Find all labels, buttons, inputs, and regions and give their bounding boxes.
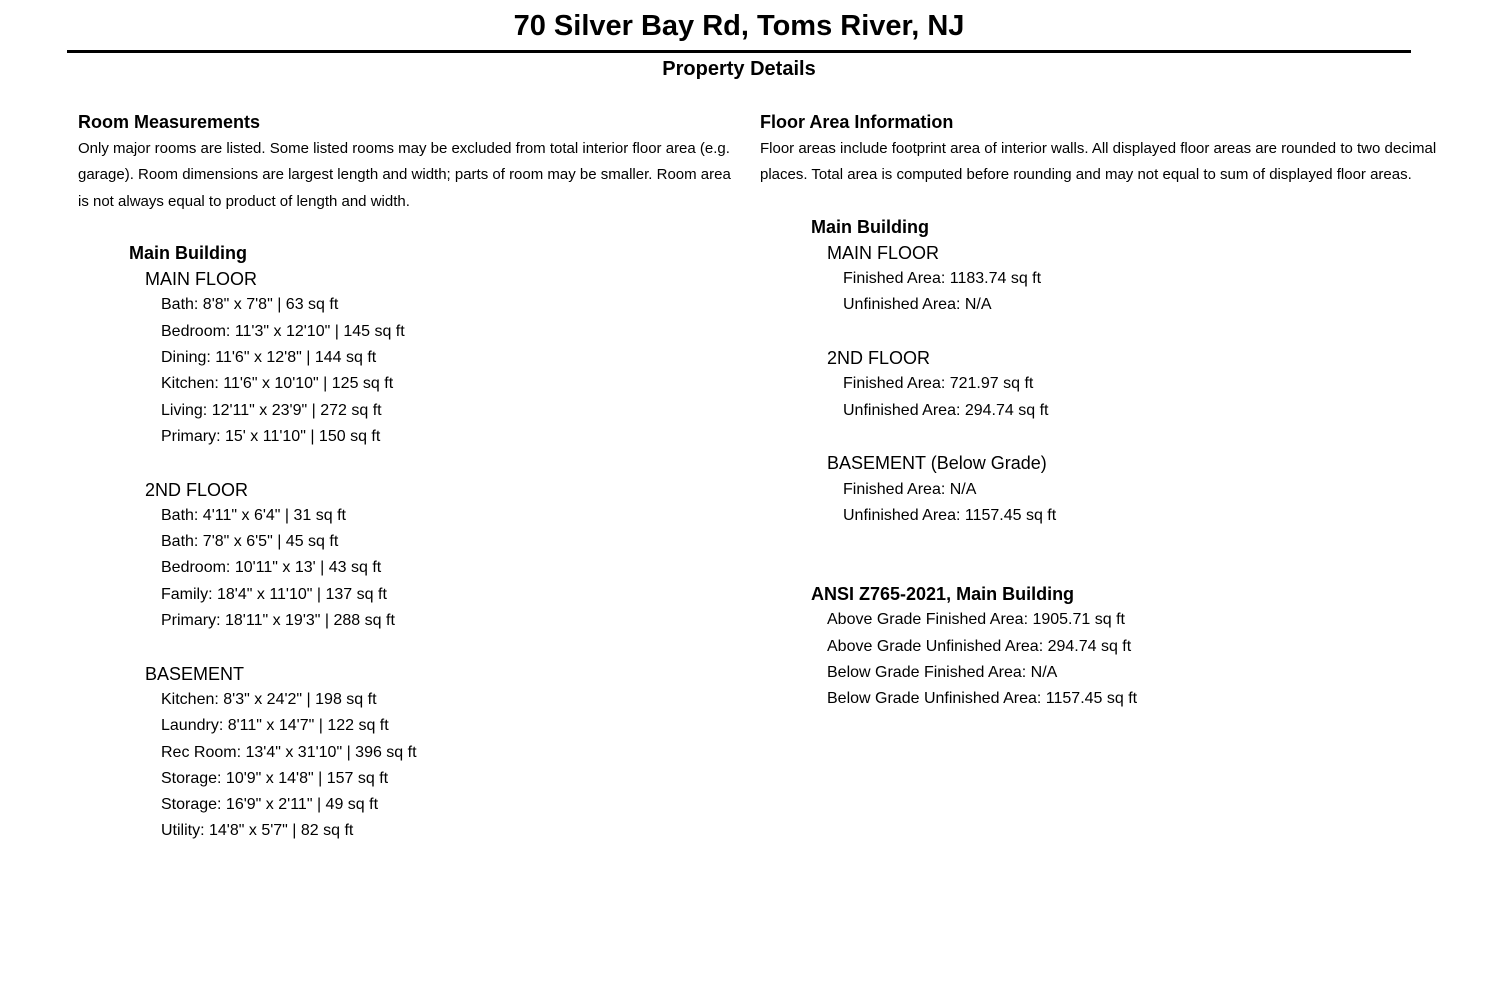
room-building-block (129, 240, 738, 845)
room-item: Family: 18'4" x 11'10" | 137 sq ft (161, 585, 387, 603)
page-subtitle: Property Details (662, 58, 816, 80)
floor-area-section (760, 109, 1440, 713)
room-measurements-description: Only major rooms are listed. Some listed rooms may be excluded from total interior floor area (e.g. garage). Room dimensions are largest length and width; parts of room may be smaller. Room area is not always equal to product of length and width. (78, 140, 731, 210)
room-floor-main (145, 266, 738, 450)
area-item: Unfinished Area: 1157.45 sq ft (843, 506, 1057, 524)
floor-heading: 2ND FLOOR (145, 479, 249, 500)
floor-heading: MAIN FLOOR (145, 269, 258, 290)
floor-area-title: Floor Area Information (760, 112, 954, 132)
room-item: Bath: 7'8" x 6'5" | 45 sq ft (161, 533, 339, 551)
ansi-item: Above Grade Unfinished Area: 294.74 sq ft (827, 637, 1132, 655)
room-item: Storage: 16'9" x 2'11" | 49 sq ft (161, 796, 379, 814)
floor-heading: MAIN FLOOR (827, 242, 940, 263)
area-list (827, 371, 1440, 424)
room-item: Utility: 14'8" x 5'7" | 82 sq ft (161, 822, 354, 840)
area-floor-main (827, 240, 1440, 319)
room-item: Primary: 15' x 11'10" | 150 sq ft (161, 427, 381, 445)
page-title: 70 Silver Bay Rd, Toms River, NJ (513, 10, 965, 42)
ansi-block (811, 581, 1440, 712)
floor-area-description: Floor areas include footprint area of interior walls. All displayed floor areas are rounded to two decimal places. Total area is computed before rounding and may not equal to sum of displayed floor areas. (760, 140, 1437, 184)
room-item: Bedroom: 11'3" x 12'10" | 145 sq ft (161, 322, 405, 340)
area-list (827, 477, 1440, 530)
room-item: Bedroom: 10'11" x 13' | 43 sq ft (161, 559, 382, 577)
title-divider (67, 50, 1411, 53)
ansi-title: ANSI Z765-2021, Main Building (811, 584, 1075, 605)
floor-heading: 2ND FLOOR (827, 348, 931, 369)
room-item: Living: 12'11" x 23'9" | 272 sq ft (161, 401, 382, 419)
room-item: Primary: 18'11" x 19'3" | 288 sq ft (161, 612, 395, 630)
room-floor-2nd (145, 477, 738, 635)
ansi-item: Below Grade Finished Area: N/A (827, 664, 1058, 682)
floor-heading: BASEMENT (145, 663, 245, 684)
room-list (145, 503, 738, 634)
area-floor-2nd (827, 345, 1440, 424)
room-item: Dining: 11'6" x 12'8" | 144 sq ft (161, 349, 377, 367)
ansi-item: Above Grade Finished Area: 1905.71 sq ft (827, 611, 1125, 629)
area-item: Finished Area: N/A (843, 480, 977, 498)
ansi-list (811, 607, 1440, 712)
area-item: Finished Area: 721.97 sq ft (843, 375, 1034, 393)
area-list (827, 266, 1440, 319)
area-floor-basement (827, 450, 1440, 529)
area-item: Unfinished Area: N/A (843, 296, 992, 314)
room-list (145, 292, 738, 450)
area-item: Unfinished Area: 294.74 sq ft (843, 401, 1049, 419)
ansi-item: Below Grade Unfinished Area: 1157.45 sq ft (827, 690, 1138, 708)
room-building-title: Main Building (129, 242, 247, 263)
room-item: Laundry: 8'11" x 14'7" | 122 sq ft (161, 717, 389, 735)
room-item: Rec Room: 13'4" x 31'10" | 396 sq ft (161, 743, 417, 761)
floor-heading: BASEMENT (Below Grade) (827, 453, 1047, 474)
room-item: Kitchen: 8'3" x 24'2" | 198 sq ft (161, 690, 377, 708)
area-building-block (811, 214, 1440, 530)
room-item: Bath: 4'11" x 6'4" | 31 sq ft (161, 506, 346, 524)
room-measurements-section (78, 109, 738, 845)
room-floor-basement (145, 661, 738, 845)
room-item: Kitchen: 11'6" x 10'10" | 125 sq ft (161, 375, 394, 393)
area-building-title: Main Building (811, 216, 929, 237)
room-measurements-title: Room Measurements (78, 112, 261, 132)
area-item: Finished Area: 1183.74 sq ft (843, 270, 1042, 288)
room-item: Storage: 10'9" x 14'8" | 157 sq ft (161, 769, 389, 787)
room-list (145, 687, 738, 845)
room-item: Bath: 8'8" x 7'8" | 63 sq ft (161, 296, 339, 314)
